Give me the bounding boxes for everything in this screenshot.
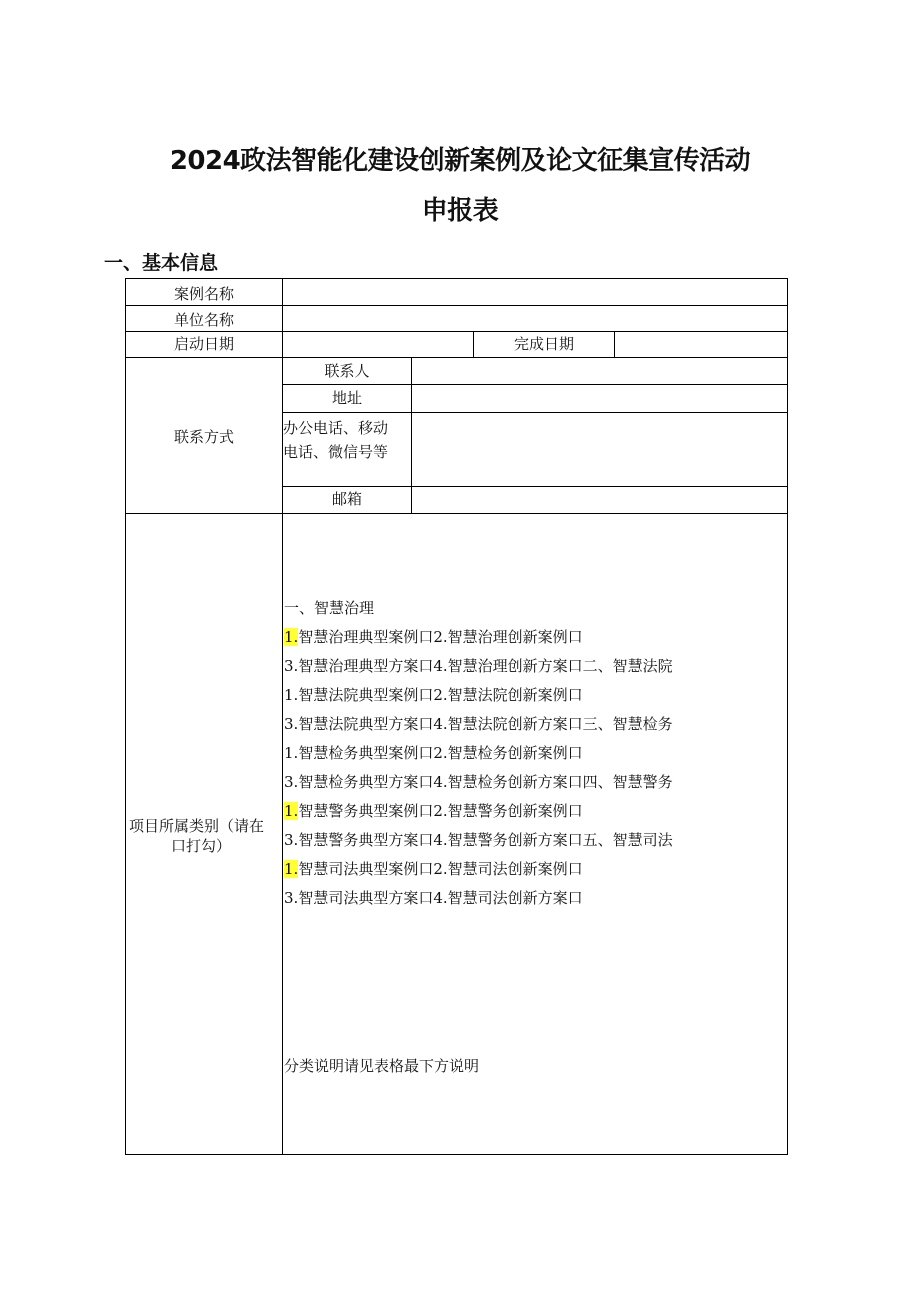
category-option-line[interactable] (284, 627, 583, 647)
category-option-number: 3. (284, 715, 299, 733)
category-option-number: 3. (284, 831, 299, 849)
category-option-text: 智慧司法典型方案口4.智慧司法创新方案口 (298, 889, 583, 907)
email-field[interactable] (412, 487, 787, 513)
contact-person-field[interactable] (412, 358, 787, 384)
column-line (282, 278, 283, 1155)
page-title-line2: 申报表 (421, 196, 499, 226)
category-option-line[interactable] (284, 830, 673, 850)
category-option-number: 3. (284, 657, 299, 675)
unit-name-label: 单位名称 (173, 311, 234, 329)
category-option-line[interactable] (284, 801, 583, 821)
category-section-title: 一、智慧治理 (284, 599, 375, 617)
category-label-line2: 口打勾） (171, 837, 232, 855)
address-label: 地址 (331, 389, 362, 407)
case-name-label: 案例名称 (173, 285, 234, 303)
category-option-number: 3. (284, 889, 299, 907)
category-option-text: 智慧检务典型方案口4.智慧检务创新方案口四、智慧警务 (298, 773, 673, 791)
unit-name-field[interactable] (283, 306, 787, 331)
phone-label-line1: 办公电话、移动 (283, 419, 389, 437)
phone-label-line2: 电话、微信号等 (283, 443, 389, 461)
category-option-number: 1. (284, 686, 299, 704)
category-option-line[interactable] (284, 685, 583, 705)
email-label: 邮箱 (331, 490, 362, 508)
category-option-line[interactable] (284, 714, 673, 734)
category-option-text: 智慧司法典型案例口2.智慧司法创新案例口 (298, 860, 583, 878)
category-option-line[interactable] (284, 888, 583, 908)
complete-date-label: 完成日期 (513, 335, 574, 353)
category-option-number: 1. (284, 802, 299, 820)
category-option-text: 智慧法院典型方案口4.智慧法院创新方案口三、智慧检务 (298, 715, 673, 733)
category-option-text: 智慧治理典型方案口4.智慧治理创新方案口二、智慧法院 (298, 657, 673, 675)
page-title-line1: 2024政法智能化建设创新案例及论文征集宣传活动 (169, 146, 751, 176)
category-option-text: 智慧法院典型案例口2.智慧法院创新案例口 (298, 686, 583, 704)
address-field[interactable] (412, 385, 787, 412)
contact-person-label: 联系人 (324, 362, 370, 380)
category-label-line1: 项目所属类别（请在 (129, 817, 265, 835)
case-name-field[interactable] (283, 279, 787, 305)
category-option-line[interactable] (284, 743, 583, 763)
category-option-text: 智慧警务典型方案口4.智慧警务创新方案口五、智慧司法 (298, 831, 673, 849)
complete-date-field[interactable] (615, 332, 787, 357)
start-date-field[interactable] (283, 332, 473, 357)
category-option-text: 智慧警务典型案例口2.智慧警务创新案例口 (298, 802, 583, 820)
category-option-number: 1. (284, 744, 299, 762)
contact-label: 联系方式 (173, 428, 234, 446)
row-line (125, 513, 788, 514)
category-option-text: 智慧治理典型案例口2.智慧治理创新案例口 (298, 628, 583, 646)
category-option-number: 1. (284, 860, 299, 878)
category-option-line[interactable] (284, 656, 673, 676)
phone-field[interactable] (412, 413, 787, 486)
category-option-text: 智慧检务典型案例口2.智慧检务创新案例口 (298, 744, 583, 762)
category-option-number: 3. (284, 773, 299, 791)
category-option-number: 1. (284, 628, 299, 646)
start-date-label: 启动日期 (173, 335, 234, 353)
category-note: 分类说明请见表格最下方说明 (284, 1057, 480, 1075)
category-option-line[interactable] (284, 772, 673, 792)
category-option-line[interactable] (284, 859, 583, 879)
section-heading: 一、基本信息 (104, 252, 219, 274)
